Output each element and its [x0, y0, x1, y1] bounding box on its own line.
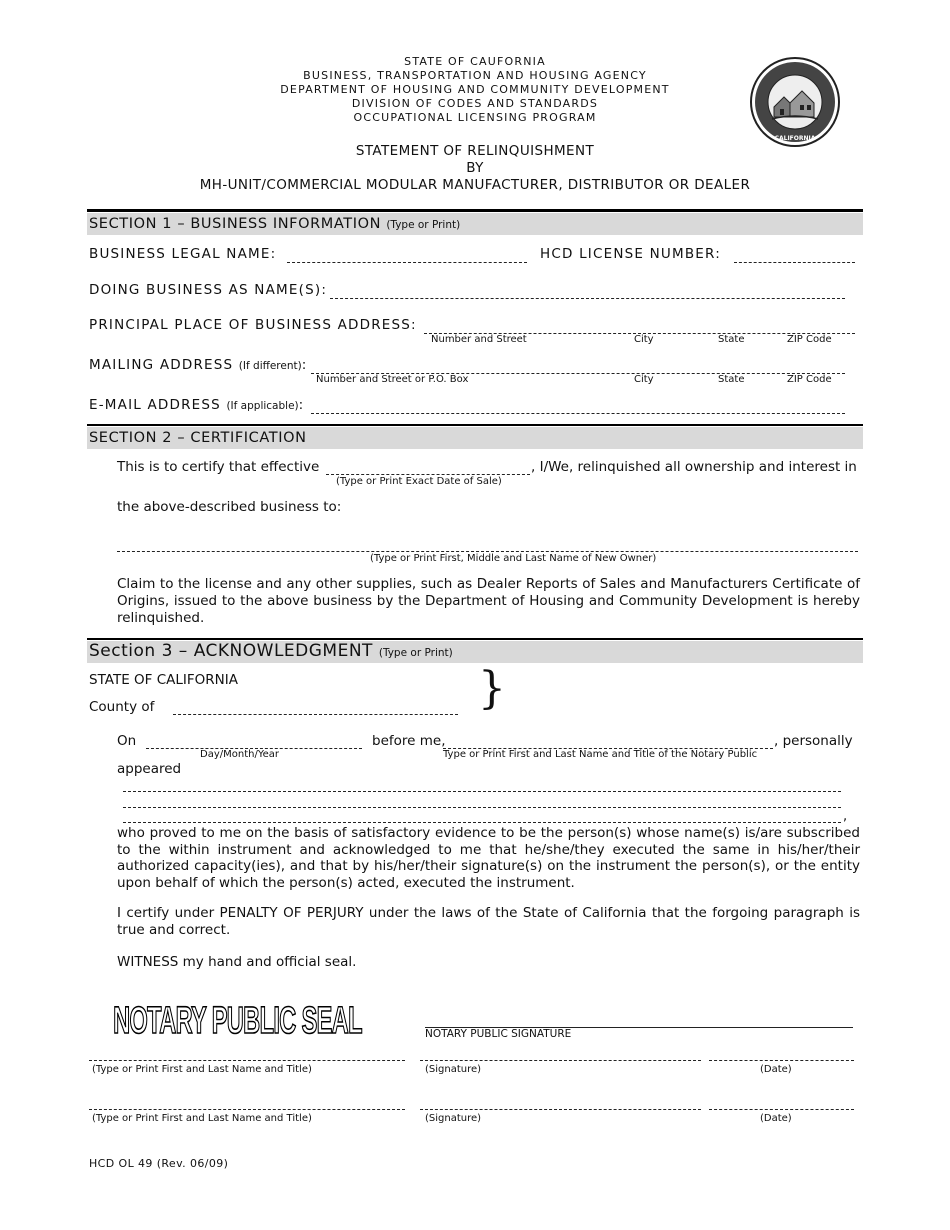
signer-date-sub: (Date): [760, 1113, 792, 1124]
section-divider: [87, 638, 863, 640]
appeared-person-line-2[interactable]: [123, 807, 841, 808]
mailing-label-text: MAILING ADDRESS: [89, 357, 234, 373]
section1-hint: (Type or Print): [386, 219, 461, 231]
brace-glyph: }: [478, 663, 506, 714]
header-line: OCCUPATIONAL LICENSING PROGRAM: [353, 111, 597, 124]
signer-name-field[interactable]: [89, 1060, 405, 1061]
license-number-label: HCD LICENSE NUMBER:: [540, 246, 721, 262]
mailing-sub-state: State: [718, 374, 745, 385]
signer-signature-sub: (Signature): [425, 1064, 482, 1075]
signer-signature-field[interactable]: [420, 1060, 701, 1061]
certify-text-a: This is to certify that effective: [117, 459, 320, 475]
mailing-address-label: MAILING ADDRESS (If different):: [89, 357, 308, 373]
hcd-seal-logo: [750, 57, 840, 147]
email-label-text: E-MAIL ADDRESS: [89, 397, 221, 413]
principal-sub-zip: ZIP Code: [787, 334, 832, 345]
signer-date-field[interactable]: [709, 1060, 854, 1061]
title-line: BY: [466, 160, 484, 176]
personally-label: , personally: [774, 733, 853, 749]
state-label: STATE OF CALIFORNIA: [89, 672, 238, 688]
mailing-sub-city: City: [634, 374, 654, 385]
header-line: DIVISION OF CODES AND STANDARDS: [351, 97, 599, 110]
form-title: [100, 143, 850, 194]
perjury-paragraph: I certify under PENALTY OF PERJURY under the laws of the State of California that the forgoing paragraph is true and correct.: [117, 905, 860, 938]
section1-title: SECTION 1 – BUSINESS INFORMATION: [89, 216, 382, 232]
header-agency-lines: [250, 55, 700, 125]
signer-date-sub: (Date): [760, 1064, 792, 1075]
before-me-label: before me,: [372, 733, 446, 749]
new-owner-sub: (Type or Print First, Middle and Last Name of New Owner): [370, 553, 657, 564]
comma-mark: ,: [843, 809, 848, 824]
email-field[interactable]: [311, 413, 845, 414]
claim-paragraph: Claim to the license and any other supplies, such as Dealer Reports of Sales and Manufacturers Certificate of Origins, issued to the above business by the Department of Housing and Community Development is hereby relinquished.: [117, 576, 860, 626]
new-owner-field[interactable]: [117, 551, 858, 552]
county-label: County of: [89, 699, 155, 715]
above-business-text: the above-described business to:: [117, 499, 342, 515]
mailing-sub-street: Number and Street or P.O. Box: [316, 374, 469, 385]
section3-hint: (Type or Print): [378, 647, 453, 659]
section-divider: [87, 209, 863, 212]
form-number-footer: HCD OL 49 (Rev. 06/09): [89, 1157, 229, 1170]
email-label: E-MAIL ADDRESS (If applicable):: [89, 397, 305, 413]
section3-title: Section 3 – ACKNOWLEDGMENT: [89, 641, 373, 661]
on-label: On: [117, 733, 137, 749]
effective-date-field[interactable]: [326, 474, 530, 475]
header-line: DEPARTMENT OF HOUSING AND COMMUNITY DEVELOPMENT: [280, 83, 670, 96]
signer-name-sub: (Type or Print First and Last Name and Title): [92, 1064, 312, 1075]
license-number-field[interactable]: [734, 262, 855, 263]
title-line: STATEMENT OF RELINQUISHMENT: [355, 143, 595, 159]
svg-text:CALIFORNIA: CALIFORNIA: [774, 135, 816, 142]
date-of-sale-sub: (Type or Print Exact Date of Sale): [336, 476, 502, 487]
section1-heading: [89, 216, 460, 232]
signer-name-field[interactable]: [89, 1109, 405, 1110]
principal-sub-state: State: [718, 334, 745, 345]
principal-address-label: PRINCIPAL PLACE OF BUSINESS ADDRESS:: [89, 317, 417, 333]
header-line: BUSINESS, TRANSPORTATION AND HOUSING AGENCY: [303, 69, 647, 82]
principal-sub-city: City: [634, 334, 654, 345]
mailing-hint: (If different): [238, 360, 302, 372]
certify-text-b: , I/We, relinquished all ownership and interest in: [531, 459, 857, 475]
signer-signature-sub: (Signature): [425, 1113, 482, 1124]
signer-signature-field[interactable]: [420, 1109, 701, 1110]
seal-stamp-text: NOTARY PUBLIC SEAL: [113, 998, 362, 1042]
business-name-label: BUSINESS LEGAL NAME:: [89, 246, 277, 262]
notary-signature-label: NOTARY PUBLIC SIGNATURE: [425, 1028, 572, 1040]
county-field[interactable]: [173, 714, 458, 715]
title-line: MH-UNIT/COMMERCIAL MODULAR MANUFACTURER, DISTRIBUTOR OR DEALER: [199, 177, 751, 193]
principal-sub-street: Number and Street: [431, 334, 527, 345]
signer-name-sub: (Type or Print First and Last Name and Title): [92, 1113, 312, 1124]
notary-name-sub: Type or Print First and Last Name and Title of the Notary Public: [443, 749, 758, 760]
section-divider: [87, 424, 863, 426]
appeared-person-line-1[interactable]: [123, 791, 841, 792]
witness-text: WITNESS my hand and official seal.: [117, 954, 357, 970]
email-hint: (If applicable): [226, 400, 299, 412]
appeared-person-line-3[interactable]: [123, 822, 841, 823]
notary-seal-stamp: [113, 993, 362, 1042]
dba-field[interactable]: [330, 298, 845, 299]
section2-heading: SECTION 2 – CERTIFICATION: [89, 430, 307, 446]
section3-heading: [89, 641, 453, 661]
header-line: STATE OF CAUFORNIA: [404, 55, 546, 68]
business-name-field[interactable]: [287, 262, 527, 263]
mailing-sub-zip: ZIP Code: [787, 374, 832, 385]
proved-paragraph: who proved to me on the basis of satisfactory evidence to be the person(s) whose name(s) is/are subscribed to the within instrument and acknowledged to me that he/she/they executed the same in his/her/their authorized capacity(ies), and that by his/her/their signature(s) on the instrument the person(s), or the entity upon behalf of which the person(s) acted, executed the instrument.: [117, 825, 860, 891]
dba-label: DOING BUSINESS AS NAME(S):: [89, 282, 328, 298]
signer-date-field[interactable]: [709, 1109, 854, 1110]
day-month-year-sub: Day/Month/Year: [200, 749, 279, 760]
appeared-label: appeared: [117, 761, 182, 777]
